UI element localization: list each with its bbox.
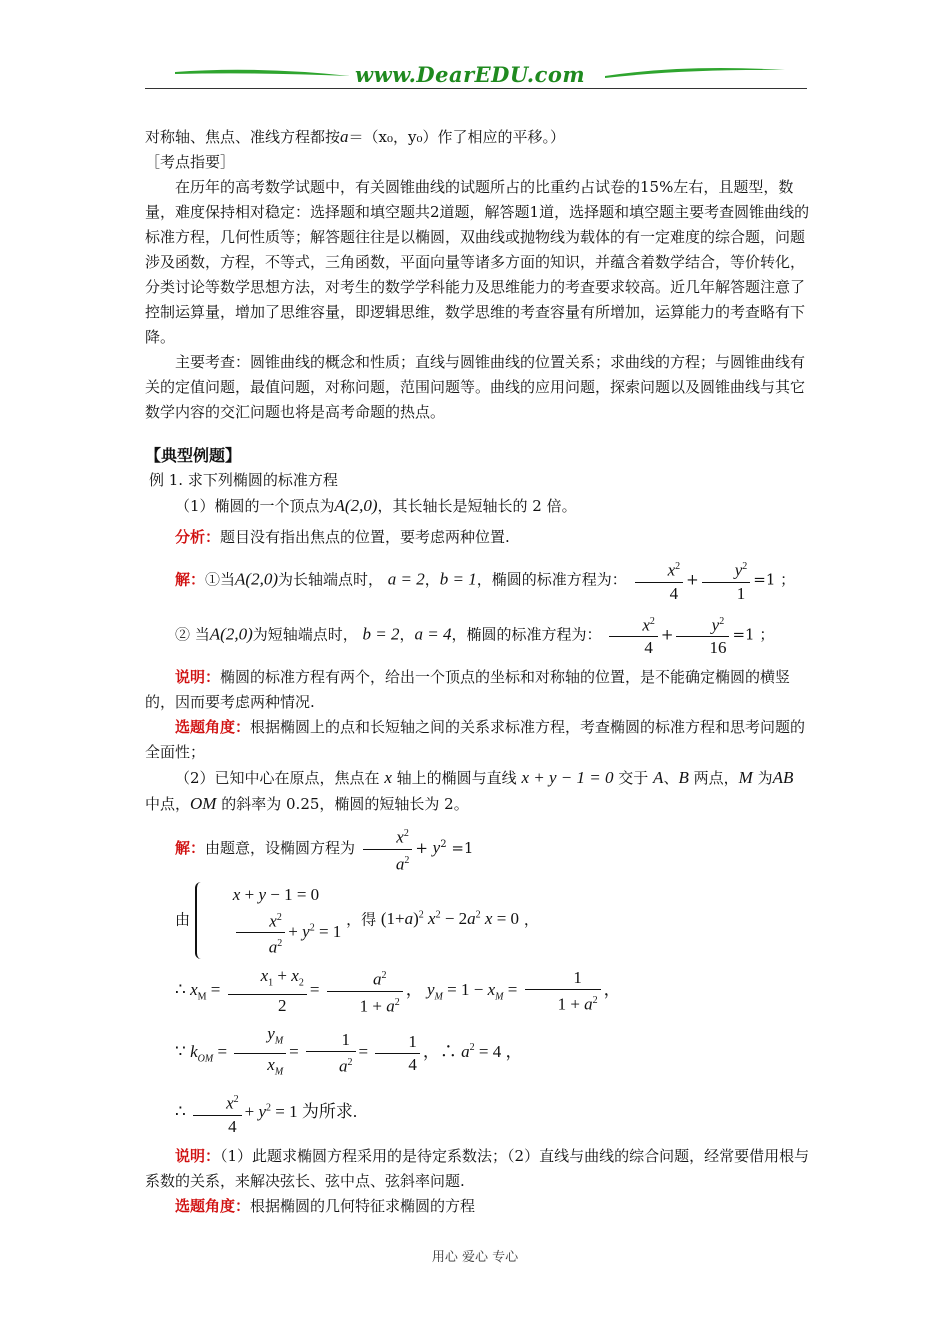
- intro-line: 对称轴、焦点、准线方程都按a＝（x₀，y₀）作了相应的平移。）: [145, 127, 565, 146]
- examples-title: 【典型例题】: [145, 446, 242, 465]
- header-rule: [145, 88, 807, 89]
- site-logo[interactable]: www.DearEDU.com: [355, 62, 586, 87]
- solution-2-setup: 解：由题意，设椭圆方程为 $\frac{x^2}{a^2}$ + $y^2 =1$: [145, 823, 810, 875]
- section-heading: ［考点指要］: [145, 153, 236, 171]
- solution-2-system: 由 x + y − 1 = 0 $\frac{x^2}{a^2}$ + $y^2 = 1$ ，得 $(1+a)^2$ $x^2 - 2a^2$ x = 0 ，: [145, 882, 810, 959]
- angle-2: 选题角度：根据椭圆的几何特征求椭圆的方程: [175, 1196, 476, 1215]
- example-1-question-1: （1）椭圆的一个顶点为A(2,0)，其长轴长是短轴长的 2 倍。: [175, 496, 577, 515]
- paragraph-1: 在历年的高考数学试题中，有关圆锥曲线的试题所占的比重约占试卷的15%左右，且题型，数量，难度保持相对稳定：选择题和填空题共2道题，解答题1道，选择题和填空题主要考查圆锥曲线的标准方程，几何性质等；解答题往往是以椭圆，双曲线或抛物线为载体的有一定难度的综合题，问题涉及函数，方程，不等式，三角函数，平面向量等诸多方面的知识，并蕴含着数学结合，等价转化，分类讨论等数学思想方法，对考生的数学学科能力及思维能力的考查要求较高。近几年解答题注意了控制运算量，增加了思维容量，即逻辑思维，数学思维的考查容量有所增加，运算能力的考查略有下降。: [145, 178, 810, 346]
- solution-2-midpoint: ∴ $x_M$ = $\frac{x_1 + x_2}{2}$ = $\frac{a^2}{1 + a^2}$ ， $y_M = 1 - x_M$ = $\frac{1}{1 + a^2}$ ，: [175, 965, 621, 1016]
- solution-2-result: ∴ $\frac{x^2}{4}$ + $y^2 = 1$ 为所求.: [145, 1089, 810, 1138]
- example-1-title: 例 1. 求下列椭圆的标准方程: [149, 471, 338, 489]
- solution-case-1: 解：①当A(2,0)为长轴端点时， a = 2，b = 1，椭圆的标准方程为： $\frac{x^2}{4}$ + $\frac{y^2}{1}$ =1 ；: [145, 556, 810, 605]
- note-2: 说明：（1）此题求椭圆方程采用的是待定系数法；（2）直线与曲线的综合问题，经常要借用根与系数的关系，来解决弦长、弦中点、弦斜率问题.: [145, 1146, 810, 1190]
- document-body: [145, 124, 810, 1219]
- analysis: 分析：题目没有指出焦点的位置，要考虑两种位置.: [175, 528, 510, 546]
- angle-1: 选题角度：根据椭圆上的点和长短轴之间的关系求标准方程，考查椭圆的标准方程和思考问题的全面性；: [145, 718, 806, 762]
- solution-2-slope: ∵ $k_{OM}$ = $\frac{y_M}{x_M}$ = $\frac{1}{a^2}$ = $\frac{1}{4}$ ，∴ $a^2 = 4$ ，: [175, 1024, 523, 1078]
- example-1-question-2: （2）已知中心在原点，焦点在 x 轴上的椭圆与直线 x + y − 1 = 0 交于 A、B 两点，M 为AB 中点，OM 的斜率为 0.25，椭圆的短轴长为 2。: [145, 768, 794, 814]
- note-1: 说明：椭圆的标准方程有两个，给出一个顶点的坐标和对称轴的位置，是不能确定椭圆的横竖的，因而要考虑两种情况.: [145, 668, 791, 712]
- paragraph-2: 主要考查：圆锥曲线的概念和性质；直线与圆锥曲线的位置关系；求曲线的方程；与圆锥曲线有关的定值问题，最值问题，对称问题，范围问题等。曲线的应用问题，探索问题以及圆锥曲线与其它数学内容的交汇问题也将是高考命题的热点。: [145, 353, 806, 421]
- page-footer: 用心 爱心 专心: [431, 1250, 519, 1265]
- solution-case-2: ② 当A(2,0)为短轴端点时， b = 2，a = 4，椭圆的标准方程为： $\frac{x^2}{4}$ + $\frac{y^2}{16}$ =1 ；: [145, 611, 810, 660]
- header: [145, 60, 807, 94]
